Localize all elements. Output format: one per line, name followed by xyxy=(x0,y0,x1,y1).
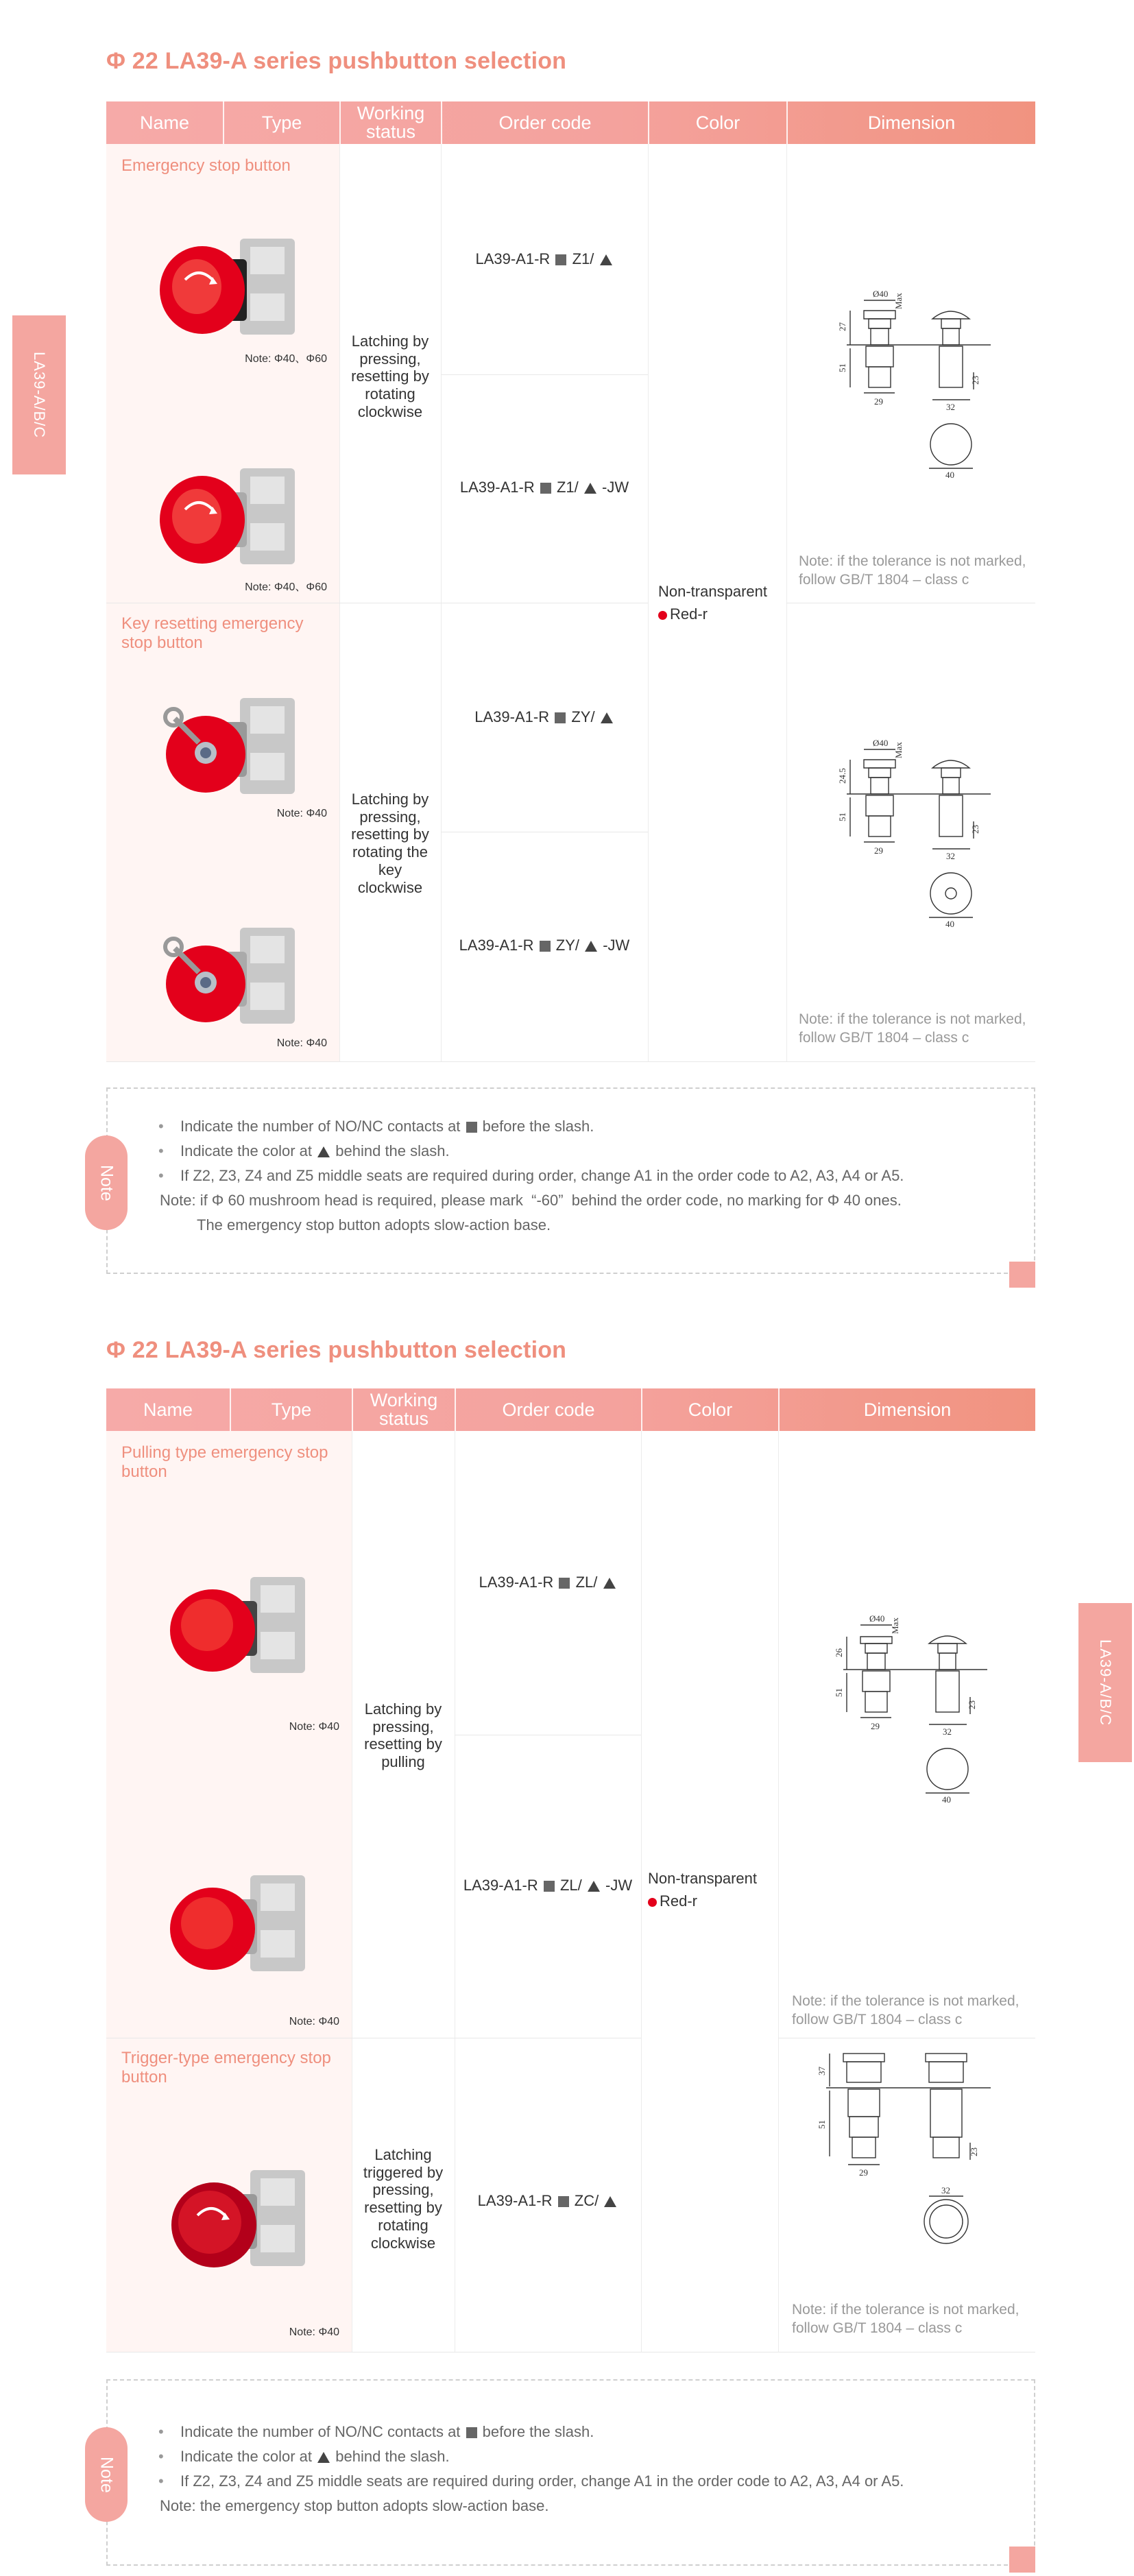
svg-text:32: 32 xyxy=(941,2185,950,2195)
svg-text:Ø40: Ø40 xyxy=(873,289,889,299)
svg-text:37: 37 xyxy=(817,2067,827,2075)
color-triangle-icon xyxy=(604,2196,616,2207)
order-code: LA39-A1-R ZL/ xyxy=(455,1574,641,1591)
header-type: Type xyxy=(271,1399,312,1420)
color-triangle-icon xyxy=(601,712,613,723)
svg-text:29: 29 xyxy=(874,396,883,407)
svg-text:51: 51 xyxy=(817,2120,827,2129)
color-cell: Non-transparent Red-r xyxy=(648,1870,757,1910)
dimension-drawing xyxy=(806,2047,1011,2252)
trigger-type-button-photo xyxy=(165,2163,315,2280)
svg-text:23: 23 xyxy=(970,825,980,834)
svg-text:32: 32 xyxy=(946,851,955,861)
working-status: Latching by pressing, resetting by rotating the key clockwise xyxy=(351,791,429,896)
contacts-square-icon xyxy=(555,712,566,723)
note-line: If Z2, Z3, Z4 and Z5 middle seats are required during order, change A1 in the order code to A2, A3, A4 or A5. xyxy=(180,1167,904,1184)
red-dot-icon xyxy=(658,611,667,620)
photo-note: Note: Φ40、Φ60 xyxy=(245,581,327,593)
red-dot-icon xyxy=(648,1898,657,1907)
contacts-square-icon xyxy=(555,254,566,265)
photo-note: Note: Φ40 xyxy=(289,1721,339,1733)
order-code: LA39-A1-R Z1/ xyxy=(441,250,648,268)
order-code: LA39-A1-R Z1/ -JW xyxy=(459,479,629,496)
svg-text:29: 29 xyxy=(859,2167,868,2178)
svg-text:24.5: 24.5 xyxy=(837,768,847,784)
header-color: Color xyxy=(695,112,740,133)
note-line: The emergency stop button adopts slow-action base. xyxy=(197,1216,551,1233)
header-dimension: Dimension xyxy=(867,112,956,133)
side-tab-left xyxy=(12,315,66,474)
svg-text:23: 23 xyxy=(969,2147,979,2156)
product-name: Trigger-type emergency stop button xyxy=(121,2049,331,2086)
order-code: LA39-A1-R ZL/ -JW xyxy=(463,1877,633,1894)
color-triangle-icon xyxy=(317,1146,330,1157)
tolerance-note: Note: if the tolerance is not marked, follow GB/T 1804 – class c xyxy=(799,1011,1026,1046)
header-dimension: Dimension xyxy=(863,1399,952,1420)
note-line: If Z2, Z3, Z4 and Z5 middle seats are required during order, change A1 in the order code to A2, A3, A4 or A5. xyxy=(180,2472,904,2490)
corner-square xyxy=(1009,2547,1035,2573)
product-name: Emergency stop button xyxy=(121,156,291,175)
working-status: Latching by pressing, resetting by rotating clockwise xyxy=(351,333,429,420)
key-resetting-button-photo xyxy=(154,691,305,808)
svg-text:51: 51 xyxy=(837,812,847,821)
svg-text:23: 23 xyxy=(970,376,980,385)
photo-note: Note: Φ40、Φ60 xyxy=(245,353,327,365)
order-code: LA39-A1-R ZY/ -JW xyxy=(459,937,630,954)
contacts-square-icon xyxy=(466,2427,477,2438)
contacts-square-icon xyxy=(544,1881,555,1892)
working-status: Latching by pressing, resetting by pulling xyxy=(364,1700,442,1771)
selection-table xyxy=(106,1388,1035,2352)
svg-text:27: 27 xyxy=(837,322,847,331)
svg-text:51: 51 xyxy=(834,1688,844,1697)
contacts-square-icon xyxy=(558,2196,569,2207)
section-title: Φ 22 LA39-A series pushbutton selection xyxy=(106,48,567,74)
color-triangle-icon xyxy=(584,483,596,494)
note-label-pill: Note xyxy=(85,2427,128,2522)
svg-text:Ø40: Ø40 xyxy=(869,1613,885,1624)
photo-note: Note: Φ40 xyxy=(289,2326,339,2338)
color-cell: Non-transparent Red-r xyxy=(658,583,767,623)
color-triangle-icon xyxy=(588,1881,600,1892)
dimension-drawing xyxy=(833,269,1011,489)
svg-text:29: 29 xyxy=(871,1721,880,1731)
emergency-stop-button-jw-photo xyxy=(154,461,305,578)
dimension-drawing xyxy=(833,719,1011,938)
notes-box: • Indicate the number of NO/NC contacts at before the slash. • Indicate the color at behind the slash. • If Z2, Z3, Z4 and Z5 middle seats are required during order, change A1 in the order code to A2, A3, A4 or A5. Note: if Φ 60 mushroom head is required, please mark “-60” behind the order code, no marking for Φ 40 ones. The emergency stop button adopts slow-action base. xyxy=(106,1087,1035,1274)
svg-text:Max: Max xyxy=(890,1617,900,1634)
notes-box: • Indicate the number of NO/NC contacts at before the slash. • Indicate the color at behind the slash. • If Z2, Z3, Z4 and Z5 middle seats are required during order, change A1 in the order code to A2, A3, A4 or A5. Note: the emergency stop button adopts slow-action base. xyxy=(106,2379,1035,2566)
header-name: Name xyxy=(143,1399,193,1420)
note-line: Indicate the number of NO/NC contacts at before the slash. xyxy=(180,1118,594,1135)
photo-note: Note: Φ40 xyxy=(276,1037,327,1049)
side-tab-label: LA39-A/B/C xyxy=(31,351,48,439)
svg-text:26: 26 xyxy=(834,1648,844,1657)
color-triangle-icon xyxy=(600,254,612,265)
header-color: Color xyxy=(688,1399,733,1420)
svg-text:32: 32 xyxy=(943,1726,952,1737)
note-line: Note: if Φ 60 mushroom head is required, please mark “-60” behind the order code, no marking for Φ 40 ones. xyxy=(160,1192,902,1209)
color-triangle-icon xyxy=(317,2452,330,2463)
contacts-square-icon xyxy=(540,941,551,952)
emergency-stop-button-photo xyxy=(154,232,305,348)
tolerance-note: Note: if the tolerance is not marked, follow GB/T 1804 – class c xyxy=(792,1993,1020,2028)
photo-note: Note: Φ40 xyxy=(276,808,327,819)
note-label-pill: Note xyxy=(85,1135,128,1230)
svg-text:32: 32 xyxy=(946,402,955,412)
tolerance-note: Note: if the tolerance is not marked, follow GB/T 1804 – class c xyxy=(792,2302,1020,2337)
side-tab-label: LA39-A/B/C xyxy=(1097,1639,1114,1726)
header-order-code: Order code xyxy=(498,112,592,133)
note-line: Note: the emergency stop button adopts slow-action base. xyxy=(160,2497,549,2514)
svg-text:40: 40 xyxy=(945,919,954,929)
corner-square xyxy=(1009,1262,1035,1288)
tolerance-note: Note: if the tolerance is not marked, follow GB/T 1804 – class c xyxy=(799,553,1026,588)
order-code: LA39-A1-R ZC/ xyxy=(455,2192,641,2210)
svg-text:23: 23 xyxy=(967,1700,977,1709)
order-code: LA39-A1-R ZY/ xyxy=(441,708,648,726)
header-type: Type xyxy=(261,112,302,133)
header-order-code: Order code xyxy=(502,1399,595,1420)
svg-text:Max: Max xyxy=(893,293,904,309)
svg-text:51: 51 xyxy=(837,363,847,372)
color-triangle-icon xyxy=(603,1578,616,1589)
note-line: Indicate the color at behind the slash. xyxy=(180,2448,450,2465)
header-name: Name xyxy=(139,112,190,133)
photo-note: Note: Φ40 xyxy=(289,2016,339,2027)
contacts-square-icon xyxy=(466,1122,477,1133)
note-line: Indicate the color at behind the slash. xyxy=(180,1142,450,1159)
svg-text:40: 40 xyxy=(942,1794,951,1805)
header-working-status: Working status xyxy=(370,1390,438,1429)
svg-text:Max: Max xyxy=(893,742,904,758)
header-working-status: Working status xyxy=(357,103,425,142)
svg-text:29: 29 xyxy=(874,845,883,856)
key-resetting-button-jw-photo xyxy=(154,921,305,1037)
contacts-square-icon xyxy=(540,483,551,494)
product-name: Pulling type emergency stop button xyxy=(121,1443,328,1481)
pulling-type-button-photo xyxy=(165,1570,315,1687)
svg-text:Ø40: Ø40 xyxy=(873,738,889,748)
note-line: Indicate the number of NO/NC contacts at before the slash. xyxy=(180,2423,594,2440)
svg-text:40: 40 xyxy=(945,470,954,480)
pulling-type-button-jw-photo xyxy=(165,1868,315,1985)
color-triangle-icon xyxy=(585,941,597,952)
contacts-square-icon xyxy=(559,1578,570,1589)
dimension-drawing xyxy=(830,1594,1008,1814)
product-name: Key resetting emergency stop button xyxy=(121,614,304,652)
side-tab-right xyxy=(1078,1603,1132,1762)
working-status: Latching triggered by pressing, resetting by rotating clockwise xyxy=(363,2146,444,2252)
selection-table xyxy=(106,101,1035,1061)
section-title: Φ 22 LA39-A series pushbutton selection xyxy=(106,1337,567,1363)
